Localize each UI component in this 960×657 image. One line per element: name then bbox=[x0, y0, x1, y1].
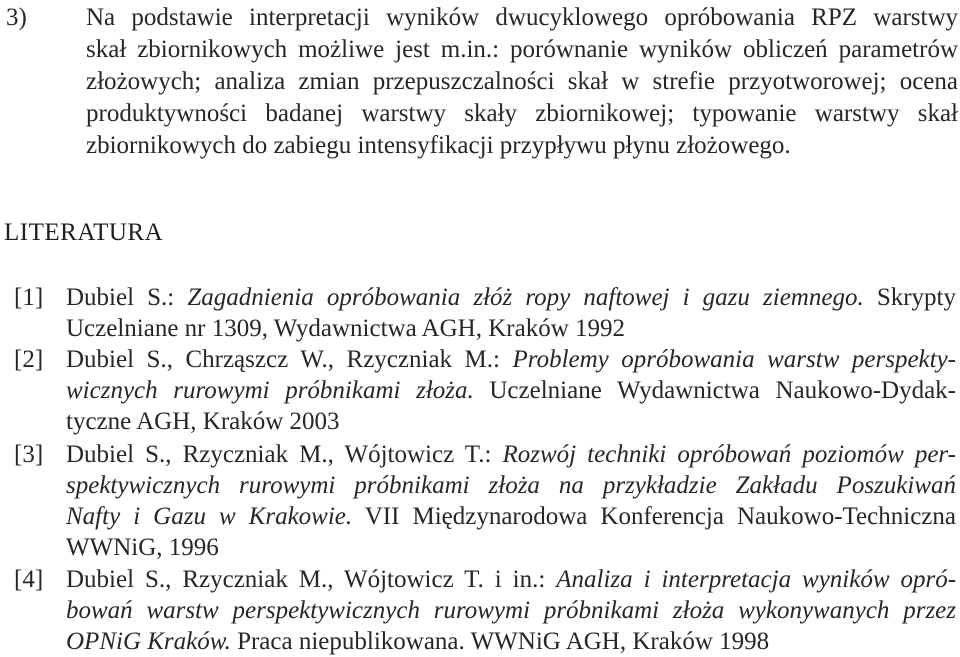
section-heading: LITERATURA bbox=[4, 219, 164, 246]
text-line bbox=[66, 282, 956, 313]
text-line: złożowych; analiza zmian przepuszczalności skał w strefie przyotworowej; ocena bbox=[86, 68, 958, 95]
reference-number: [4] bbox=[14, 566, 44, 593]
reference-text bbox=[66, 282, 956, 344]
text-line bbox=[66, 564, 956, 595]
reference-title: Analiza i interpretacja wyników opró- bbox=[556, 566, 957, 593]
reference-title: Rozwój techniki opróbowań poziomów per- bbox=[502, 441, 956, 468]
reference-title: wicznych rurowymi próbnikami złoża. bbox=[66, 377, 474, 404]
text-line bbox=[66, 470, 956, 501]
text-line: WWNiG, 1996 bbox=[66, 534, 219, 561]
reference-number: [1] bbox=[14, 284, 44, 311]
text-line: tyczne AGH, Kraków 2003 bbox=[66, 408, 340, 435]
reference-title: Problemy opróbowania warstw perspekty- bbox=[512, 346, 957, 373]
reference-publisher: VII Międzynarodowa Konferencja Naukowo-Techniczna bbox=[364, 503, 956, 530]
text-line bbox=[66, 375, 956, 406]
reference-authors: Dubiel S., Rzyczniak M., Wójtowicz T. i in.: bbox=[66, 566, 546, 593]
reference-title: bowań warstw perspektywicznych rurowymi próbnikami złoża wykonywanych przez bbox=[66, 597, 956, 624]
reference-authors: Dubiel S., Chrząszcz W., Rzyczniak M.: bbox=[66, 346, 500, 373]
reference-authors: Dubiel S.: bbox=[66, 284, 175, 311]
text-line bbox=[66, 595, 956, 626]
reference-text bbox=[66, 344, 956, 437]
text-line: produktywności badanej warstwy skały zbiornikowej; typowanie warstwy skał bbox=[86, 100, 958, 127]
text-line bbox=[66, 501, 956, 532]
reference-title: spektywicznych rurowymi próbnikami złoża na przykładzie Zakładu Poszukiwań bbox=[66, 472, 956, 499]
text-line: Uczelniane nr 1309, Wydawnictwa AGH, Kraków 1992 bbox=[66, 315, 625, 342]
text-line bbox=[66, 439, 956, 470]
text-line: Na podstawie interpretacji wyników dwucyklowego opróbowania RPZ warstwy bbox=[86, 4, 958, 31]
reference-title: Zagadnienia opróbowania złóż ropy naftowej i gazu ziemnego. bbox=[187, 284, 864, 311]
reference-title: Nafty i Gazu w Krakowie. bbox=[66, 503, 353, 530]
reference-title: OPNiG Kraków. bbox=[66, 628, 231, 655]
reference-text bbox=[66, 439, 956, 563]
text-line bbox=[66, 344, 956, 375]
reference-publisher: Praca niepublikowana. WWNiG AGH, Kraków 1998 bbox=[237, 628, 770, 655]
text-line: zbiornikowych do zabiegu intensyfikacji przypływu płynu złożowego. bbox=[86, 132, 791, 159]
reference-publisher: Uczelniane Wydawnictwa Naukowo-Dydak- bbox=[489, 377, 956, 404]
list-item-number: 3) bbox=[6, 4, 27, 31]
reference-text bbox=[66, 564, 956, 657]
text-line: skał zbiornikowych możliwe jest m.in.: porównanie wyników obliczeń parametrów bbox=[86, 36, 958, 63]
reference-authors: Dubiel S., Rzyczniak M., Wójtowicz T.: bbox=[66, 441, 492, 468]
reference-number: [2] bbox=[14, 346, 44, 373]
reference-publisher: Skrypty bbox=[876, 284, 957, 311]
list-item-text bbox=[86, 2, 958, 162]
text-line bbox=[66, 626, 956, 657]
reference-number: [3] bbox=[14, 441, 44, 468]
